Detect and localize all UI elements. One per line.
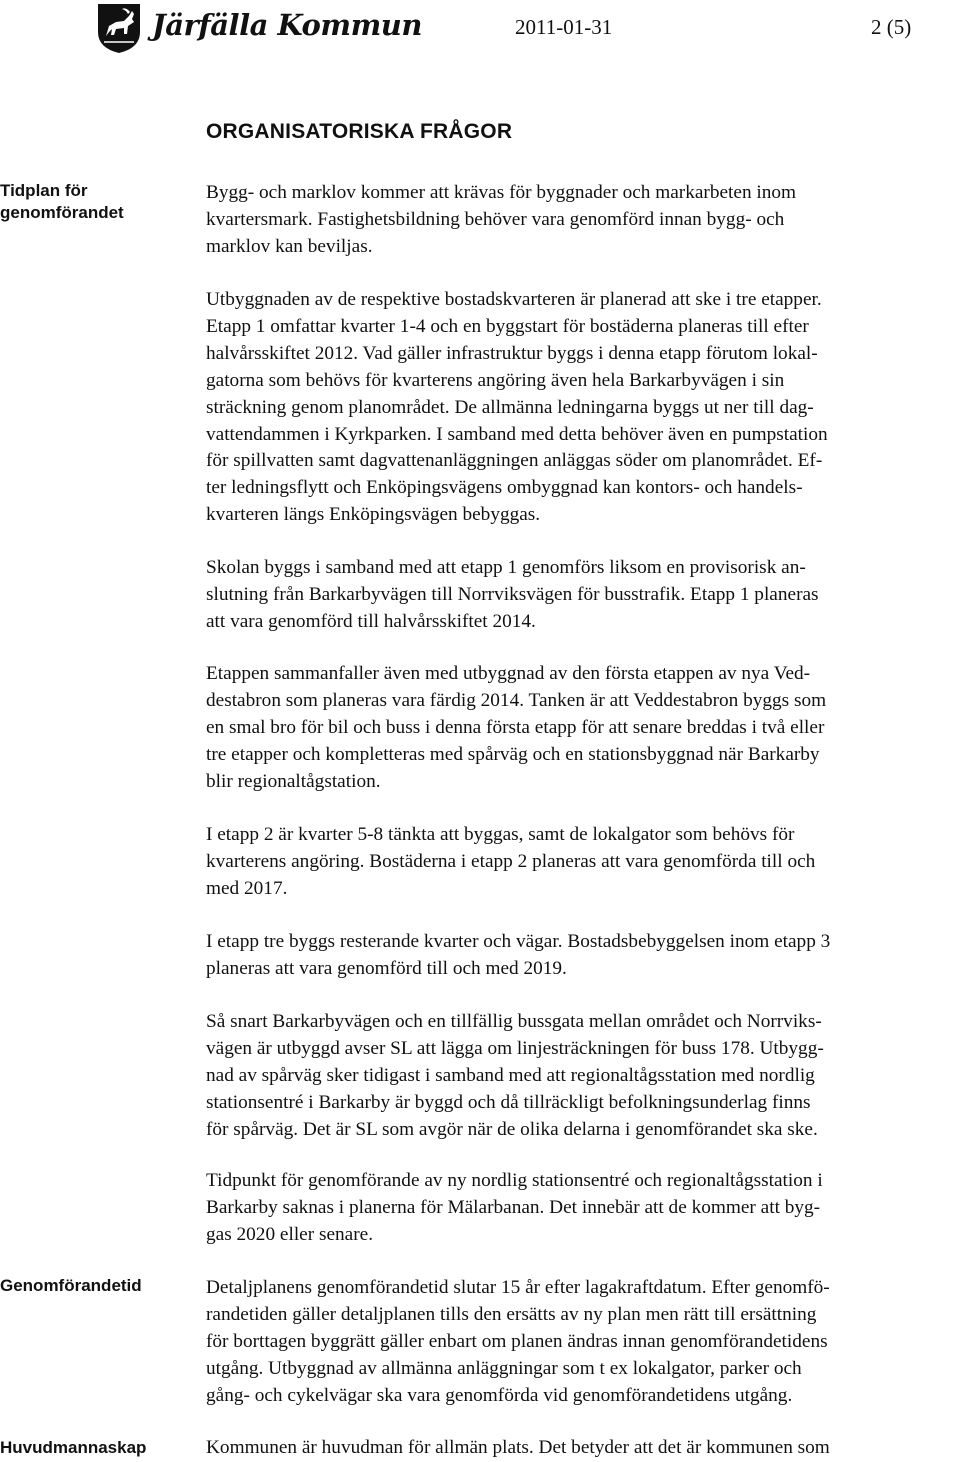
text-line: att vara genomförd till halvårsskiftet 2014.	[206, 610, 536, 632]
side-label-tidplan	[0, 180, 175, 224]
text-line: Kommunen är huvudman för allmän plats. Det betyder att det är kommunen som	[206, 1437, 830, 1458]
text-line: gång- och cykelvägar ska vara genomförda vid genomförandetidens utgång.	[206, 1384, 793, 1406]
municipal-coat-of-arms-icon	[96, 2, 142, 54]
text-line: kvarterens angöring. Bostäderna i etapp 2 planeras att vara genomförda till och	[206, 850, 816, 872]
text-line: Skolan byggs i samband med att etapp 1 genomförs liksom en provisorisk an-	[206, 557, 806, 578]
section-heading: ORGANISATORISKA FRÅGOR	[206, 120, 513, 143]
text-line: Utbyggnaden av de respektive bostadskvarteren är planerad att ske i tre etapper.	[206, 289, 822, 310]
text-line: gas 2020 eller senare.	[206, 1223, 374, 1245]
text-line: Så snart Barkarbyvägen och en tillfällig bussgata mellan området och Norrviks-	[206, 1011, 822, 1032]
text-line: vägen är utbyggd avser SL att lägga om linjesträckningen för buss 178. Utbygg-	[206, 1037, 824, 1059]
page-header	[0, 0, 960, 60]
text-line: Bygg- och marklov kommer att krävas för byggnader och markarbeten inom	[206, 182, 797, 203]
municipality-logo-text: Järfälla Kommun	[152, 8, 422, 42]
document-date: 2011-01-31	[515, 15, 613, 39]
text-line: en smal bro för bil och buss i denna första etapp för att senare breddas i två eller	[206, 716, 825, 738]
side-label-line: genomförandet	[0, 203, 124, 222]
text-line: planeras att vara genomförd till och med 2019.	[206, 957, 567, 979]
side-label-genomforandetid: Genomförandetid	[0, 1276, 142, 1295]
paragraph-bygglov	[206, 180, 960, 261]
text-line: randetiden gäller detaljplanen tills den ersätts av ny plan men rätt till ersättning	[206, 1303, 817, 1325]
text-line: gatorna som behövs för kvarterens angöring även hela Barkarbyvägen i sin	[206, 369, 785, 391]
text-line: Etappen sammanfaller även med utbyggnad av den första etappen av nya Ved-	[206, 663, 811, 684]
paragraph-skolan	[206, 555, 960, 636]
paragraph-utbyggnad	[206, 287, 960, 529]
side-label-huvudmannaskap: Huvudmannaskap	[0, 1438, 147, 1457]
text-line: halvårsskiftet 2012. Vad gäller infrastruktur byggs i denna etapp förutom lokal-	[206, 342, 818, 364]
text-line: stationsentré i Barkarby är byggd och då tillräckligt befolkningsunderlag finns	[206, 1091, 811, 1113]
text-line: sträckning genom planområdet. De allmänna ledningarna byggs ut ner till dag-	[206, 396, 814, 418]
text-line: marklov kan beviljas.	[206, 235, 373, 257]
text-line: för borttagen byggrätt gäller enbart om planen ändras innan genomförandetidens	[206, 1330, 828, 1352]
text-line: Barkarby saknas i planerna för Mälarbanan. Det innebär att de kommer att byg-	[206, 1196, 821, 1218]
paragraph-etapp-3	[206, 929, 960, 983]
text-line: nad av spårväg sker tidigast i samband med att regionaltågsstation med nordlig	[206, 1064, 815, 1086]
paragraph-veddestabron	[206, 661, 960, 796]
text-line: för spillvatten samt dagvattenanläggningen anläggas söder om planområdet. Ef-	[206, 450, 823, 472]
text-line: kvartersmark. Fastighetsbildning behöver vara genomförd innan bygg- och	[206, 208, 785, 230]
text-line: vattendammen i Kyrkparken. I samband med detta behöver även en pumpstation	[206, 423, 828, 445]
text-line: utgång. Utbyggnad av allmänna anläggningar som t ex lokalgator, parker och	[206, 1357, 802, 1379]
text-line: Tidpunkt för genomförande av ny nordlig stationsentré och regionaltågsstation i	[206, 1170, 823, 1191]
paragraph-etapp-2	[206, 822, 960, 903]
text-line: för spårväg. Det är SL som avgör när de olika delarna i genomförandet ska ske.	[206, 1118, 818, 1140]
text-line: kvarteren längs Enköpingsvägen bebyggas.	[206, 504, 541, 526]
side-label-line: Tidplan för	[0, 181, 88, 200]
text-line: I etapp 2 är kvarter 5-8 tänkta att byggas, samt de lokalgator som behövs för	[206, 824, 795, 845]
paragraph-huvudmannaskap	[206, 1435, 960, 1462]
page-number: 2 (5)	[871, 15, 912, 39]
text-line: tre etapper och kompletteras med spårväg och en stationsbyggnad när Barkarby	[206, 743, 820, 765]
text-line: med 2017.	[206, 877, 288, 899]
text-line: destabron som planeras vara färdig 2014. Tanken är att Veddestabron byggs som	[206, 689, 827, 711]
text-line: blir regionaltågstation.	[206, 770, 381, 792]
text-line: slutning från Barkarbyvägen till Norrviksvägen för busstrafik. Etapp 1 planeras	[206, 583, 819, 605]
text-line: ter ledningsflytt och Enköpingsvägens ombyggnad kan kontors- och handels-	[206, 477, 803, 499]
text-line: I etapp tre byggs resterande kvarter och vägar. Bostadsbebyggelsen inom etapp 3	[206, 931, 831, 952]
text-line: Detaljplanens genomförandetid slutar 15 år efter lagakraftdatum. Efter genomfö-	[206, 1277, 830, 1298]
text-line: Etapp 1 omfattar kvarter 1-4 och en byggstart för bostäderna planeras till efter	[206, 315, 809, 337]
paragraph-genomforandetid	[206, 1275, 960, 1410]
paragraph-sl-buss	[206, 1009, 960, 1144]
paragraph-tidpunkt	[206, 1168, 960, 1249]
